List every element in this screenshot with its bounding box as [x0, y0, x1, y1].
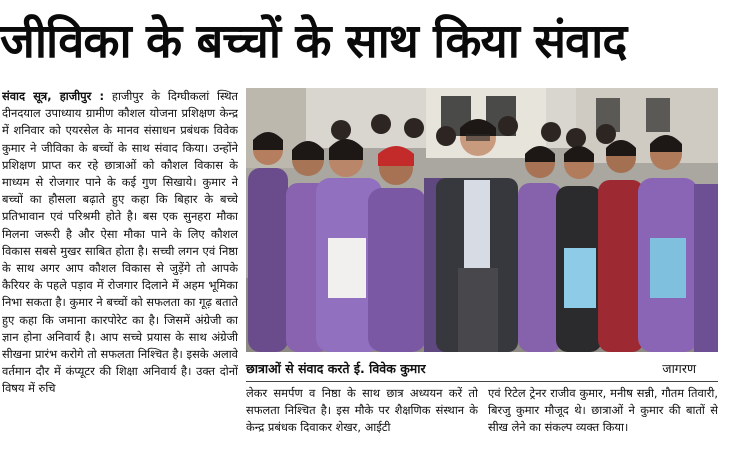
article-left-column: [2, 88, 238, 448]
article-right-column: एवं रिटेल ट्रेनर राजीव कुमार, मनीष सन्नी, गौतम तिवारी, बिरजु कुमार मौजूद थे। छात्राओं ने कुमार की बातों से सीख लेने का संकल्प व्यक्त किया।: [488, 386, 718, 435]
headline: जीविका के बच्चों के साथ किया संवाद: [0, 14, 627, 69]
photo-caption: छात्राओं से संवाद करते ई. विवेक कुमार: [246, 361, 426, 376]
page-bottom-edge: [0, 447, 730, 455]
article-body-left: हाजीपुर के दिग्घीकलां स्थित दीनदयाल उपाध्याय ग्रामीण कौशल योजना प्रशिक्षण केन्द्र में शनिवार को एयरसेल के मानव संसाधन प्रबंधक विवेक कुमार ने जीविका के बच्चों के साथ संवाद किया। उन्होंने प्रशिक्षण प्राप्त कर रहे छात्राओं को कौशल विकास के माध्यम से रोजगार पाने के कई गुण सिखाये। कुमार ने बच्चों का हौसला बढ़ाते हुए कहा कि बिहार के बच्चे प्रतिभावान एवं परिश्रमी होते है। बस एक सुनहरा मौका मिलना जरूरी है और ऐसा मौका पाने के लिए कौशल विकास सबसे मुखर साबित होता है। सच्ची लगन एवं निष्ठा के साथ अगर आप कौशल विकास से जुड़ेंगे तो आपके कैरियर के पहले पड़ाव में रोजगार दिलाने में अहम भूमिका निभा सकता है। कुमार ने बच्चों को सफलता का गूढ़ बताते हुए कहा कि जमाना कारपोरेट का है। जिसमें अंग्रेजी का ज्ञान होना अनिवार्य है। आप सच्चे प्रयास के साथ अंग्रेजी सीखना प्रारंभ करोगे तो सफलता निश्चित है। इसके अलावे वर्तमान दौर में कंप्यूटर की शिक्षा अनिवार्य है। उक्त दोनों विषय में रुचि: [2, 89, 238, 396]
article-middle-column: लेकर समर्पण व निष्ठा के साथ छात्र अध्ययन करें तो सफलता निश्चित है। इस मौके पर शैक्षणिक संस्थान के केन्द्र प्रबंधक दिवाकर शेखर, आईटी: [246, 386, 478, 435]
dateline: संवाद सूत्र, हाजीपुर :: [2, 89, 105, 103]
photo-caption-bar: [246, 358, 718, 380]
photo-credit: जागरण: [662, 361, 696, 376]
news-photo: [246, 88, 718, 352]
caption-divider: [246, 381, 718, 382]
